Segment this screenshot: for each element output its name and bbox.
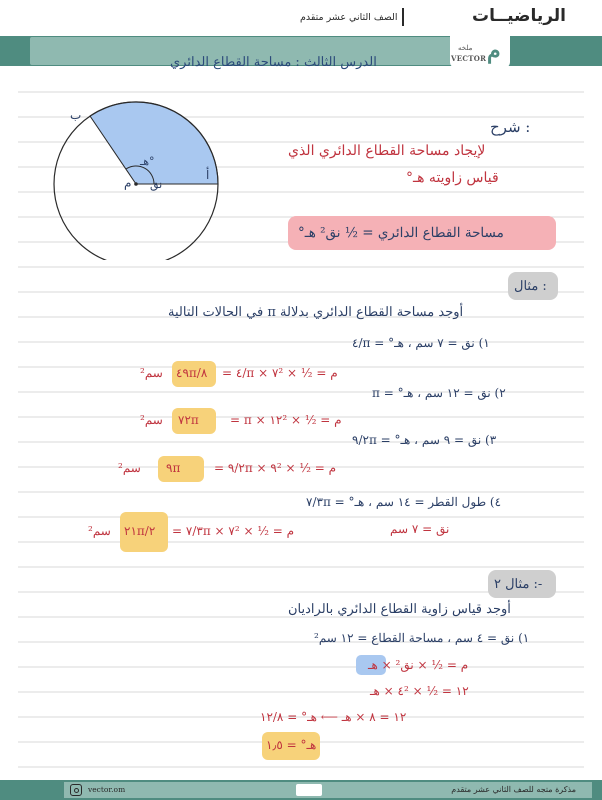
footer-website[interactable]: vector.om (88, 785, 126, 794)
formula-text: مساحة القطاع الدائري = ½ نق² هـ° (298, 225, 504, 241)
label-angle: هـ° (140, 155, 155, 168)
ex1-item1-answer: ٤٩π/٨ (176, 366, 208, 380)
logo-mark-icon: م (487, 38, 501, 64)
ex1-item4-unit: سم² (88, 524, 111, 538)
example2-given: ١) نق = ٤ سم ، مساحة القطاع = ١٢ سم² (314, 631, 530, 645)
example2-step2: ١٢ = ½ × ٤² × هـ (370, 684, 469, 698)
label-b: ب (70, 108, 82, 122)
sector-diagram (50, 100, 220, 260)
ex1-item2-unit: سم² (140, 413, 163, 427)
explanation-heading: شرح : (490, 118, 531, 136)
lesson-title: الدرس الثالث : مساحة القطاع الدائري (170, 55, 377, 70)
example2-answer: هـ° = ١٫٥ (266, 738, 317, 752)
ex1-item2-answer: ٧٢π (178, 413, 199, 427)
label-a: أ (206, 168, 210, 182)
example1-heading: مثال : (514, 279, 547, 294)
instagram-icon (70, 784, 82, 796)
ex1-item3-answer: ٩π (166, 461, 181, 475)
sector-shaded (90, 102, 218, 184)
ex1-item3-unit: سم² (118, 461, 141, 475)
explanation-line-2: قياس زاويته هـ° (406, 170, 499, 186)
explanation-line-1: لإيجاد مساحة القطاع الدائري الذي (288, 143, 486, 159)
ex1-item3-answer-highlight (158, 456, 204, 482)
example1-prompt: أوجد مساحة القطاع الدائري بدلالة π في الحالات التالية (168, 305, 464, 320)
center-point (134, 182, 138, 186)
example2-heading: مثال ٢ :- (494, 577, 543, 592)
grade-label: الصف الثاني عشر متقدم (300, 12, 398, 23)
ex1-item1-work: م = ½ × ٧² × π/٤ = (222, 366, 338, 380)
ex1-item4-given: ٤) طول القطر = ١٤ سم ، هـ° = ٣π/٧ (306, 495, 502, 509)
label-radius: نق (150, 178, 163, 191)
footer-note: مذكرة متجه للصف الثاني عشر متقدم (451, 785, 576, 794)
ex1-item4-note: نق = ٧ سم (390, 522, 450, 536)
ex1-item3-work: م = ½ × ٩² × ٢π/٩ = (214, 461, 337, 475)
page-header (0, 0, 602, 34)
ex1-item4-answer: ٢١π/٢ (124, 524, 156, 538)
example2-step1: م = ½ × نق² × هـ (368, 658, 469, 672)
example2-prompt: أوجد قياس زاوية القطاع الدائري بالراديان (288, 602, 511, 617)
vector-logo (450, 36, 510, 68)
logo-text-arabic: ملخه (458, 44, 473, 52)
footer-page-tab (296, 784, 322, 796)
label-center: م (124, 176, 132, 190)
example2-step3: ١٢ = ٨ × هـ ⟵ هـ° = ١٢/٨ (260, 710, 407, 724)
header-divider (402, 8, 404, 26)
subject-title: الرياضيــات (471, 6, 566, 26)
logo-text-latin: VECTOR (451, 54, 487, 63)
ex1-item1-unit: سم² (140, 366, 163, 380)
ex1-item2-work: م = ½ × ١٢² × π = (230, 413, 342, 427)
ex1-item2-given: ٢) نق = ١٢ سم ، هـ° = π (372, 386, 506, 400)
ex1-item4-work: م = ½ × ٧² × ٣π/٧ = (172, 524, 295, 538)
ex1-item3-given: ٣) نق = ٩ سم ، هـ° = ٢π/٩ (352, 433, 497, 447)
ex1-item1-given: ١) نق = ٧ سم ، هـ° = π/٤ (352, 336, 490, 350)
